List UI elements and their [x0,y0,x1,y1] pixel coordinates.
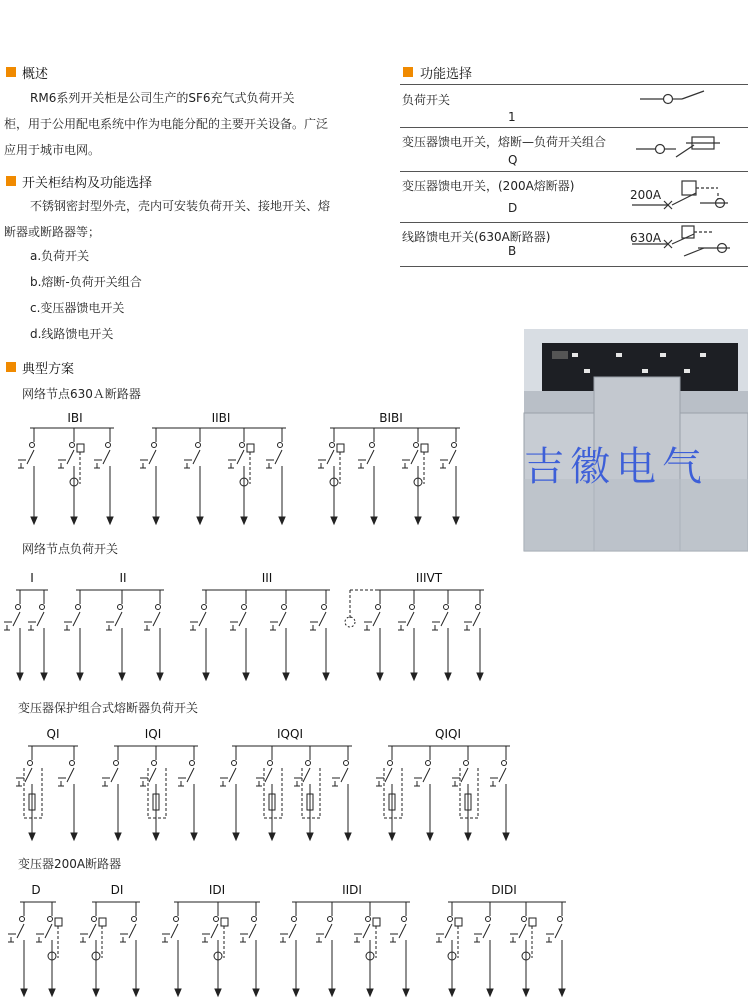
trip-relay-icon [221,918,228,926]
scheme-label-ii: II [119,571,127,585]
structure-item-c: c.变压器馈电开关 [30,301,125,315]
feeder-arrow-icon [41,673,47,680]
switch-blade-icon [249,924,256,938]
vt-link-icon [350,590,380,618]
switch-blade-icon [229,768,236,782]
switch-blade-icon [555,924,562,938]
switch-blade-icon [341,768,348,782]
scheme-label-iidi: IIDI [342,883,362,897]
earth-switch-icon [58,460,66,468]
switch-blade-icon [461,768,468,782]
feeder-arrow-icon [445,673,451,680]
scheme-label-iiivt: IIIVT [415,571,443,585]
trip-relay-icon [77,444,84,452]
photo-watermark: 吉徽电气 [524,444,708,490]
switch-blade-icon [275,450,282,464]
scheme-label-qi: QI [46,727,60,741]
feeder-arrow-icon [477,673,483,680]
switch-contact-icon [152,443,157,448]
earth-switch-icon [120,934,128,942]
function-row-title: 变压器馈电开关，(200A熔断器) [402,179,575,193]
switch-contact-icon [20,917,25,922]
switch-contact-icon [106,443,111,448]
earth-switch-icon [256,778,264,786]
feeder-arrow-icon [77,673,83,680]
function-row-code: Q [508,153,518,167]
feeder-arrow-icon [331,517,337,524]
function-row-title: 线路馈电开关(630A断路器) [402,230,551,244]
function-row-title: 负荷开关 [402,93,451,107]
switch-contact-icon [70,761,75,766]
switch-contact-icon [278,443,283,448]
feeder-arrow-icon [243,673,249,680]
earth-switch-icon [440,460,448,468]
trip-relay-icon [455,918,462,926]
switch-blade-icon [45,924,52,938]
feeder-arrow-icon [371,517,377,524]
earth-switch-icon [510,934,518,942]
function-row-title: 变压器馈电开关，熔断—负荷开关组合 [402,135,607,149]
scheme-label-bibi: BIBI [379,411,403,425]
switch-blade-icon [407,612,414,626]
switch-blade-icon [423,768,430,782]
feeder-arrow-icon [107,517,113,524]
structure-item-d: d.线路馈电开关 [30,327,114,341]
feeder-arrow-icon [153,833,159,840]
earth-switch-icon [358,460,366,468]
feeder-arrow-icon [269,833,275,840]
feeder-arrow-icon [153,517,159,524]
switch-blade-icon [171,924,178,938]
earth-switch-icon [402,460,410,468]
switch-contact-icon [328,917,333,922]
switch-blade-icon [327,450,334,464]
switch-blade-icon [499,768,506,782]
scheme-label-iii: III [261,571,273,585]
switch-blade-icon [199,612,206,626]
typical-heading: 典型方案 [22,362,75,377]
trip-relay-icon [421,444,428,452]
earth-switch-icon [432,622,440,630]
switch-contact-icon [448,917,453,922]
switch-blade-icon [303,768,310,782]
scheme-label-i: I [30,571,34,585]
switch-contact-icon [114,761,119,766]
earth-switch-icon [28,622,36,630]
feeder-arrow-icon [157,673,163,680]
switch-contact-icon [214,917,219,922]
function-row-rating: 200A [630,188,662,202]
switch-blade-icon [67,768,74,782]
switch-contact-icon [268,761,273,766]
earth-switch-icon [178,778,186,786]
switch-blade-icon [319,612,326,626]
feeder-arrow-icon [503,833,509,840]
feeder-arrow-icon [523,989,529,996]
feeder-arrow-icon [293,989,299,996]
feeder-arrow-icon [453,517,459,524]
feeder-arrow-icon [367,989,373,996]
feeder-arrow-icon [465,833,471,840]
feeder-arrow-icon [279,517,285,524]
structure-line-2: 断器或断路器等； [4,225,101,239]
switch-blade-icon [483,924,490,938]
earth-switch-icon [36,934,44,942]
earth-switch-icon [490,778,498,786]
feeder-arrow-icon [449,989,455,996]
switch-contact-icon [344,761,349,766]
switch-blade-icon [193,450,200,464]
switch-contact-icon [132,917,137,922]
earth-switch-icon [354,934,362,942]
feeder-arrow-icon [197,517,203,524]
switch-contact-icon [156,605,161,610]
switch-blade-icon [103,450,110,464]
switch-blade-icon [441,612,448,626]
feeder-arrow-icon [215,989,221,996]
feeder-arrow-icon [345,833,351,840]
structure-item-a: a.负荷开关 [30,249,90,263]
earth-switch-icon [106,622,114,630]
switch-contact-icon [486,917,491,922]
switch-blade-icon [279,612,286,626]
earth-switch-icon [220,778,228,786]
switch-blade-icon [265,768,272,782]
switch-contact-icon [388,761,393,766]
switch-blade-icon [449,450,456,464]
feeder-arrow-icon [427,833,433,840]
switch-contact-icon [410,605,415,610]
earth-switch-icon [464,622,472,630]
switch-contact-icon [190,761,195,766]
earth-switch-icon [140,778,148,786]
earth-switch-icon [230,622,238,630]
switch-contact-icon [292,917,297,922]
structure-item-b: b.熔断-负荷开关组合 [30,275,142,289]
scheme-label-iibi: IIBI [211,411,231,425]
switch-contact-icon [376,605,381,610]
switch-blade-icon [519,924,526,938]
feeder-arrow-icon [119,673,125,680]
earth-switch-icon [474,934,482,942]
earth-switch-icon [546,934,554,942]
earth-switch-icon [8,934,16,942]
feeder-arrow-icon [191,833,197,840]
switch-blade-icon [149,450,156,464]
trip-relay-icon [55,918,62,926]
switch-blade-icon [37,612,44,626]
overview-heading: 概述 [22,67,49,82]
feeder-arrow-icon [233,833,239,840]
feeder-arrow-icon [377,673,383,680]
scheme-label-iqqi: IQQI [277,727,303,741]
earth-switch-icon [162,934,170,942]
feeder-arrow-icon [323,673,329,680]
scheme-label-iqi: IQI [144,727,162,741]
switch-contact-icon [476,605,481,610]
switch-contact-icon [202,605,207,610]
group-title-200a-breaker: 变压器200A断路器 [18,857,122,871]
switch-contact-icon [322,605,327,610]
switch-contact-icon [402,917,407,922]
feeder-arrow-icon [307,833,313,840]
switch-contact-icon [76,605,81,610]
overview-line-3: 应用于城市电网。 [4,143,101,157]
overview-line-1: RM6系列开关柜是公司生产的SF6充气式负荷开关 [30,91,295,105]
switch-contact-icon [118,605,123,610]
feeder-arrow-icon [31,517,37,524]
switch-blade-icon [385,768,392,782]
switch-contact-icon [30,443,35,448]
function-row-code: D [508,201,518,215]
earth-switch-icon [452,778,460,786]
feeder-arrow-icon [487,989,493,996]
earth-switch-icon [64,622,72,630]
switch-contact-icon [40,605,45,610]
scheme-label-didi: DIDI [491,883,517,897]
switch-contact-icon [282,605,287,610]
switch-blade-icon [13,612,20,626]
feeder-arrow-icon [403,989,409,996]
feeder-arrow-icon [21,989,27,996]
trip-relay-icon [247,444,254,452]
voltage-transformer-icon [345,617,355,627]
switch-contact-icon [452,443,457,448]
switch-contact-icon [174,917,179,922]
switch-blade-icon [73,612,80,626]
earth-switch-icon [144,622,152,630]
switch-contact-icon [366,917,371,922]
switch-blade-icon [237,450,244,464]
earth-switch-icon [58,778,66,786]
feeder-arrow-icon [49,989,55,996]
scheme-label-qiqi: QIQI [435,727,461,741]
switch-blade-icon [187,768,194,782]
switch-blade-icon [67,450,74,464]
earth-switch-icon [310,622,318,630]
switch-blade-icon [211,924,218,938]
earth-switch-icon [414,778,422,786]
feeder-arrow-icon [253,989,259,996]
earth-switch-icon [398,622,406,630]
switch-contact-icon [16,605,21,610]
function-row-code: B [508,244,517,258]
switch-blade-icon [411,450,418,464]
earth-switch-icon [436,934,444,942]
feeder-arrow-icon [283,673,289,680]
earth-switch-icon [280,934,288,942]
earth-switch-icon [364,622,372,630]
earth-switch-icon [18,460,26,468]
earth-switch-icon [228,460,236,468]
feeder-arrow-icon [389,833,395,840]
feeder-arrow-icon [71,833,77,840]
switch-contact-icon [522,917,527,922]
earth-switch-icon [80,934,88,942]
switch-blade-icon [111,768,118,782]
earth-switch-icon [190,622,198,630]
switch-blade-icon [17,924,24,938]
feeder-arrow-icon [29,833,35,840]
switch-contact-icon [240,443,245,448]
earth-switch-icon [332,778,340,786]
feeder-arrow-icon [329,989,335,996]
earth-switch-icon [266,460,274,468]
switch-contact-icon [252,917,257,922]
scheme-label-di: DI [110,883,124,897]
switch-contact-icon [426,761,431,766]
feeder-arrow-icon [93,989,99,996]
switch-blade-icon [399,924,406,938]
group-title-load-switch: 网络节点负荷开关 [22,542,119,556]
function-row-code: 1 [508,110,516,124]
switch-contact-icon [330,443,335,448]
earth-switch-icon [390,934,398,942]
switch-blade-icon [25,768,32,782]
earth-switch-icon [316,934,324,942]
feeder-arrow-icon [411,673,417,680]
feeder-arrow-icon [133,989,139,996]
structure-heading: 开关柜结构及功能选择 [22,176,153,191]
earth-switch-icon [94,460,102,468]
earth-switch-icon [240,934,248,942]
group-title-630a-breaker: 网络节点630Ａ断路器 [22,387,141,401]
earth-switch-icon [16,778,24,786]
earth-switch-icon [4,622,12,630]
feeder-arrow-icon [241,517,247,524]
switch-contact-icon [28,761,33,766]
switch-contact-icon [370,443,375,448]
switch-blade-icon [445,924,452,938]
switch-blade-icon [115,612,122,626]
switch-contact-icon [232,761,237,766]
switch-blade-icon [325,924,332,938]
earth-switch-icon [270,622,278,630]
switch-blade-icon [27,450,34,464]
trip-relay-icon [529,918,536,926]
feeder-arrow-icon [71,517,77,524]
switch-contact-icon [196,443,201,448]
structure-line-1: 不锈钢密封型外壳，壳内可安装负荷开关、接地开关、熔 [30,199,331,213]
earth-switch-icon [202,934,210,942]
earth-switch-icon [294,778,302,786]
scheme-label-idi: IDI [208,883,226,897]
overview-line-2: 柜，用于公用配电系统中作为电能分配的主要开关设备。广泛 [4,117,329,131]
switch-blade-icon [153,612,160,626]
switch-blade-icon [149,768,156,782]
switch-blade-icon [89,924,96,938]
switch-contact-icon [92,917,97,922]
switch-blade-icon [239,612,246,626]
switch-contact-icon [152,761,157,766]
scheme-label-d: D [31,883,41,897]
switch-contact-icon [48,917,53,922]
feeder-arrow-icon [559,989,565,996]
function-row-rating: 630A [630,231,662,245]
trip-relay-icon [99,918,106,926]
scheme-label-ibi: IBI [67,411,83,425]
switch-blade-icon [373,612,380,626]
switch-blade-icon [473,612,480,626]
switch-blade-icon [129,924,136,938]
switch-contact-icon [306,761,311,766]
switch-contact-icon [502,761,507,766]
switch-contact-icon [444,605,449,610]
feeder-arrow-icon [115,833,121,840]
switch-blade-icon [289,924,296,938]
switch-contact-icon [414,443,419,448]
earth-switch-icon [184,460,192,468]
trip-relay-icon [337,444,344,452]
earth-switch-icon [376,778,384,786]
trip-relay-icon [373,918,380,926]
switch-blade-icon [367,450,374,464]
earth-switch-icon [318,460,326,468]
switch-contact-icon [70,443,75,448]
group-title-fuse-switch: 变压器保护组合式熔断器负荷开关 [18,701,199,715]
switch-contact-icon [242,605,247,610]
feeder-arrow-icon [17,673,23,680]
switch-blade-icon [363,924,370,938]
switch-contact-icon [464,761,469,766]
feeder-arrow-icon [175,989,181,996]
function-heading: 功能选择 [420,67,473,82]
feeder-arrow-icon [415,517,421,524]
feeder-arrow-icon [203,673,209,680]
switch-contact-icon [558,917,563,922]
earth-switch-icon [102,778,110,786]
earth-switch-icon [140,460,148,468]
